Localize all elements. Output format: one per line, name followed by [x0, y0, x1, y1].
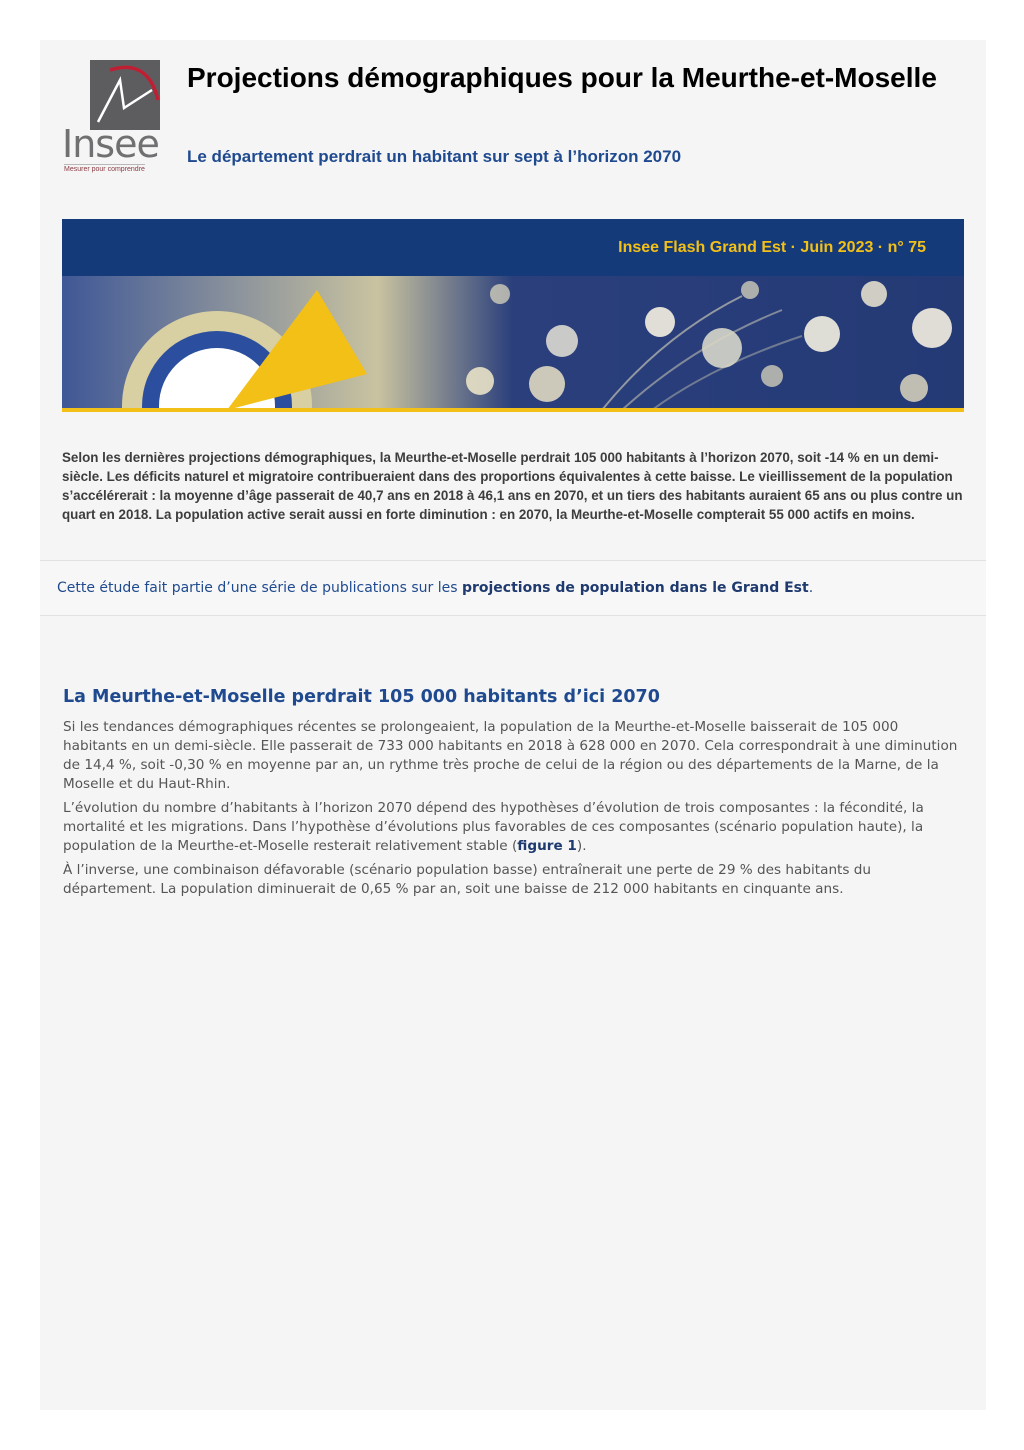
page — [40, 40, 986, 1410]
body-paragraph-2 — [63, 799, 965, 856]
series-note-suffix: . — [808, 580, 814, 596]
series-note-prefix: Cette étude fait partie d’une série de publications sur les — [57, 580, 462, 596]
body-paragraph-3: À l’inverse, une combinaison défavorable (scénario population basse) entraînerait une perte de 29 % des habitants du département. La population diminuerait de 0,65 % par an, soit une baisse de 212 000 habitants en cinquante ans. — [63, 862, 872, 897]
body-paragraph-2-text: L’évolution du nombre d’habitants à l’horizon 2070 dépend des hypothèses d’évolution de trois composantes : la fécondité, la mortalité et les migrations. Dans l’hypothèse d’évolutions plus favorables de ces composantes (scénario population haute), la population de la Meurthe-et-Moselle resterait relativement stable ( — [63, 800, 924, 854]
series-note-box — [40, 560, 986, 616]
series-note-link[interactable]: projections de population dans le Grand Est — [461, 580, 809, 596]
page-title: Projections démographiques pour la Meurthe-et-Moselle — [187, 62, 937, 93]
insee-logo-tagline: Mesurer pour comprendre — [64, 166, 145, 173]
abstract: Selon les dernières projections démographiques, la Meurthe-et-Moselle perdrait 105 000 habitants à l’horizon 2070, soit -14 % en un demi-siècle. Les déficits naturel et migratoire contribueraient dans des proportions équivalentes à cette baisse. Le vieillissement de la population s’accélérerait : la moyenne d’âge passerait de 40,7 ans en 2018 à 46,1 ans en 2070, et un tiers des habitants auraient 65 ans ou plus contre un quart en 2018. La population active serait aussi en forte diminution : en 2070, la Meurthe-et-Moselle compterait 55 000 actifs en moins. — [62, 450, 963, 522]
publication-issue-label: Insee Flash Grand Est · Juin 2023 · n° 75 — [618, 239, 926, 256]
insee-logo-mark — [90, 60, 160, 130]
insee-logo[interactable] — [62, 60, 164, 178]
figure-1-link[interactable]: figure 1 — [517, 838, 577, 854]
page-subtitle: Le département perdrait un habitant sur sept à l’horizon 2070 — [187, 147, 682, 166]
banner-illustration-graphic — [62, 276, 964, 410]
series-note — [57, 579, 813, 597]
publication-banner — [62, 219, 964, 276]
body-paragraph-2-suffix: ). — [576, 838, 587, 854]
banner-accent-rule — [62, 408, 964, 412]
section-title: La Meurthe-et-Moselle perdrait 105 000 habitants d’ici 2070 — [63, 687, 660, 707]
insee-logo-word: Insee — [62, 122, 159, 166]
insee-logo-graphic — [90, 60, 160, 130]
body-paragraph-1: Si les tendances démographiques récentes se prolongeaient, la population de la Meurthe-et-Moselle baisserait de 105 000 habitants en un demi-siècle. Elle passerait de 733 000 habitants en 2018 à 628 000 en 2070. Cela correspondrait à une diminution de 14,4 %, soit -0,30 % en moyenne par an, un rythme très proche de celui de la région ou des départements de la Marne, de la Moselle et du Haut-Rhin. — [63, 719, 958, 792]
banner-illustration — [62, 276, 964, 410]
